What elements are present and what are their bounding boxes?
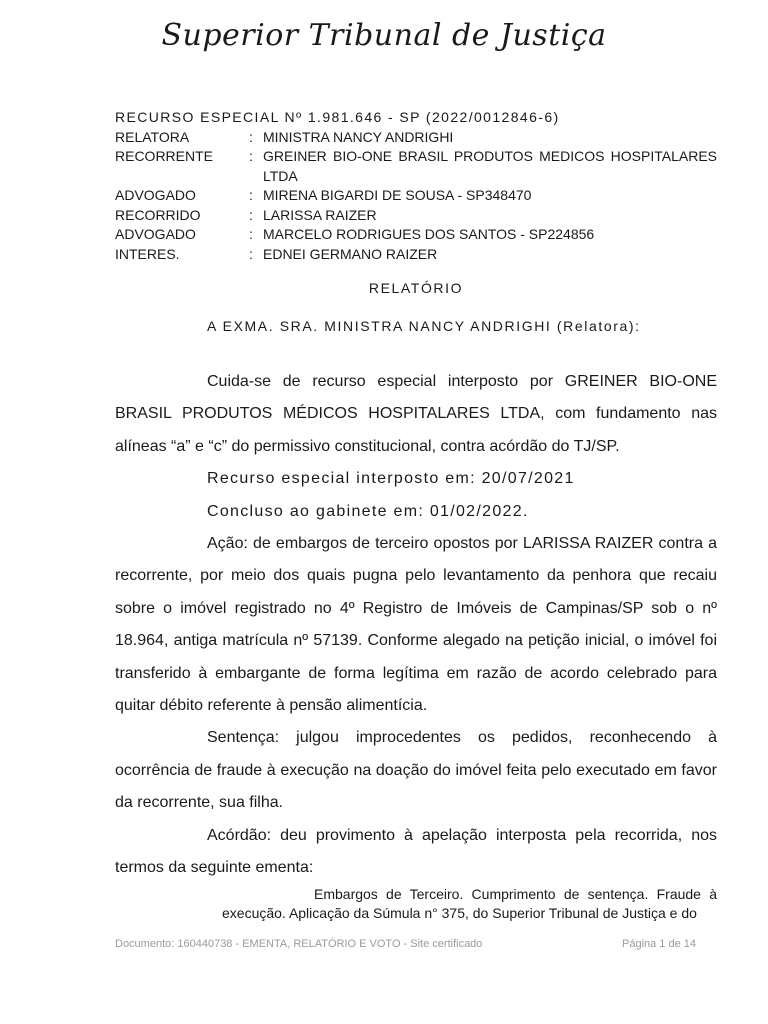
- party-value: MINISTRA NANCY ANDRIGHI: [263, 128, 454, 145]
- party-value: MARCELO RODRIGUES DOS SANTOS - SP224856: [263, 226, 595, 242]
- quote-text: Embargos de Terceiro. Cumprimento de sentença. Fraude à execução. Aplicação da Súmula n° 375, do Superior Tribunal de Justiça e do: [222, 886, 717, 921]
- party-separator: :: [249, 226, 253, 242]
- case-header: [115, 108, 717, 264]
- party-value: MIRENA BIGARDI DE SOUSA - SP348470: [263, 187, 532, 203]
- party-row-advogado-1: [115, 186, 717, 206]
- party-label: ADVOGADO: [115, 187, 196, 203]
- party-separator: :: [249, 128, 253, 145]
- party-row-relatora: [115, 128, 717, 148]
- party-value: LARISSA RAIZER: [263, 206, 377, 223]
- party-label: ADVOGADO: [115, 226, 196, 242]
- block-quote: [222, 885, 717, 923]
- party-row-advogado-2: [115, 225, 717, 245]
- report-title: RELATÓRIO: [368, 280, 464, 296]
- party-row-recorrido: [115, 206, 717, 226]
- party-separator: :: [249, 148, 253, 164]
- party-value: GREINER BIO-ONE BRASIL PRODUTOS MEDICOS HOSPITALARES LTDA: [263, 148, 717, 184]
- party-label: RECORRIDO: [115, 206, 201, 223]
- party-separator: :: [249, 187, 253, 203]
- body-paragraph: Recurso especial interposto em: 20/07/2021: [207, 470, 575, 488]
- party-value: EDNEI GERMANO RAIZER: [263, 245, 438, 262]
- body-paragraph: Ação: de embargos de terceiro opostos por LARISSA RAIZER contra a recorrente, por meio dos quais pugna pelo levantamento da penhora que recaiu sobre o imóvel registrado no 4º Registro de Imóveis de Campinas/SP sob o nº 18.964, antiga matrícula nº 57139. Conforme alegado na petição inicial, o imóvel foi transferido à embargante de forma legítima em razão de acordo celebrado para quitar débito referente à pensão alimentícia.: [115, 535, 717, 715]
- body-paragraph: Acórdão: deu provimento à apelação interposta pela recorrida, nos termos da seguinte ementa:: [115, 826, 717, 877]
- footer-document-info: Documento: 160440738 - EMENTA, RELATÓRIO E VOTO - Site certificado: [115, 938, 483, 950]
- body-paragraph: Cuida-se de recurso especial interposto por GREINER BIO-ONE BRASIL PRODUTOS MÉDICOS HOSPITALARES LTDA, com fundamento nas alíneas “a” e “c” do permissivo constitucional, contra acórdão do TJ/SP.: [115, 373, 717, 455]
- body-paragraph: Concluso ao gabinete em: 01/02/2022.: [207, 502, 529, 520]
- party-row-interes: [115, 245, 717, 265]
- party-label: RECORRENTE: [115, 148, 214, 164]
- party-separator: :: [249, 206, 253, 223]
- report-body: [115, 366, 717, 885]
- court-header: Superior Tribunal de Justiça: [161, 18, 607, 53]
- case-number: RECURSO ESPECIAL Nº 1.981.646 - SP (2022/0012846-6): [115, 109, 560, 125]
- party-label: INTERES.: [115, 245, 180, 262]
- party-label: RELATORA: [115, 128, 190, 145]
- party-row-recorrente: [115, 147, 717, 186]
- speaker-line: A EXMA. SRA. MINISTRA NANCY ANDRIGHI (Relatora):: [207, 318, 641, 334]
- party-separator: :: [249, 245, 253, 262]
- body-paragraph: Sentença: julgou improcedentes os pedidos, reconhecendo à ocorrência de fraude à execução na doação do imóvel feita pelo executado em favor da recorrente, sua filha.: [115, 729, 717, 812]
- footer-page-number: Página 1 de 14: [622, 938, 697, 950]
